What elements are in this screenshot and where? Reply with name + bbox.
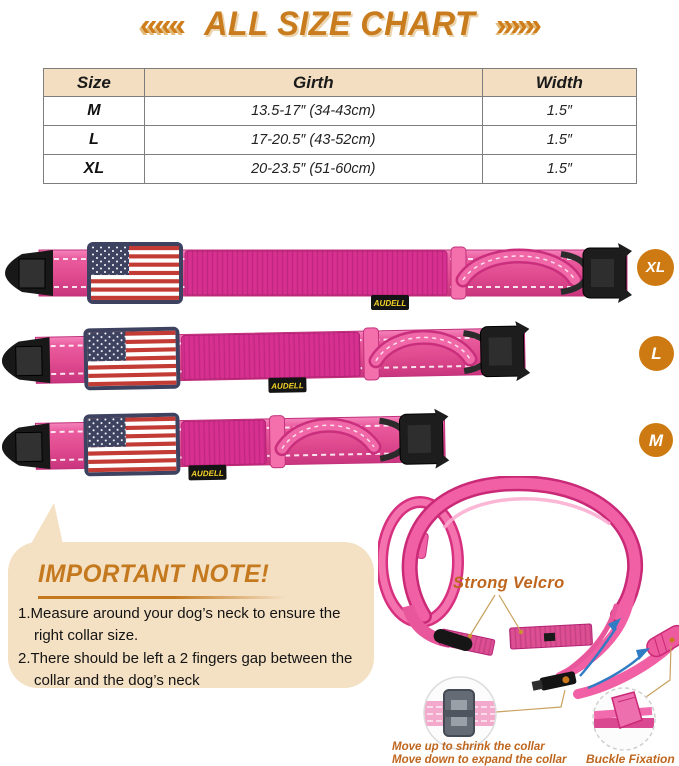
buckle-fixation-label: Buckle Fixation [586, 752, 675, 766]
col-header-size: Size [44, 69, 145, 97]
buckle-closeup-callout [593, 688, 655, 750]
chevrons-right-icon: »»» [496, 6, 539, 42]
note-item-2: 2.There should be left a 2 fingers gap between the collar and the dog’s neck [18, 650, 353, 689]
width-cell: 1.5″ [482, 126, 636, 155]
col-header-girth: Girth [144, 69, 482, 97]
buckle-right-icon [399, 408, 449, 469]
table-row [44, 126, 637, 155]
buckle-left-icon [5, 250, 53, 296]
note-title: IMPORTANT NOTE! [38, 560, 270, 588]
brand-tag: AUDELL [191, 468, 224, 479]
size-chart-table [43, 68, 637, 184]
buckle-right-icon [583, 243, 632, 303]
collar-photo-l [1, 316, 530, 405]
buckle-right-icon [480, 321, 530, 382]
strong-velcro-label: Strong Velcro [453, 574, 565, 592]
table-row [44, 97, 637, 126]
size-cell: M [44, 97, 145, 126]
clip-buckle [531, 671, 577, 693]
buckle-left-icon [1, 423, 50, 470]
table-row [44, 155, 637, 184]
note-item-1: 1.Measure around your dog’s neck to ensure the right collar size. [18, 605, 341, 644]
slider-caption-line2: Move down to expand the collar [392, 753, 567, 766]
us-flag-patch [83, 327, 180, 391]
note-title-underline [38, 596, 286, 599]
brand-tag: AUDELL [271, 381, 304, 391]
size-cell: XL [44, 155, 145, 184]
col-header-width: Width [482, 69, 636, 97]
collar-photo-xl [5, 238, 632, 317]
slider-caption [392, 741, 566, 766]
size-cell: L [44, 126, 145, 155]
us-flag-patch [87, 242, 183, 304]
girth-cell: 20-23.5″ (51-60cm) [144, 155, 482, 184]
width-cell: 1.5″ [482, 97, 636, 126]
slider-caption-line1: Move up to shrink the collar [392, 741, 545, 753]
chevrons-left-icon: ««« [140, 6, 183, 42]
us-flag-patch [83, 413, 180, 477]
size-badge-xl: XL [637, 249, 674, 286]
brand-tag: AUDELL [373, 299, 407, 308]
page-header [0, 2, 679, 46]
size-badge-l: L [639, 336, 674, 371]
collar-feature-diagram [378, 476, 679, 766]
girth-cell: 17-20.5″ (43-52cm) [144, 126, 482, 155]
size-badge-m: M [639, 423, 673, 457]
girth-cell: 13.5-17″ (34-43cm) [144, 97, 482, 126]
page-title: ALL SIZE CHART [203, 5, 476, 43]
table-header-row [44, 69, 637, 97]
slider-closeup-callout [418, 677, 502, 749]
buckle-left-icon [1, 337, 50, 384]
note-body [18, 603, 366, 693]
velcro-strip-middle [510, 624, 593, 649]
width-cell: 1.5″ [482, 155, 636, 184]
